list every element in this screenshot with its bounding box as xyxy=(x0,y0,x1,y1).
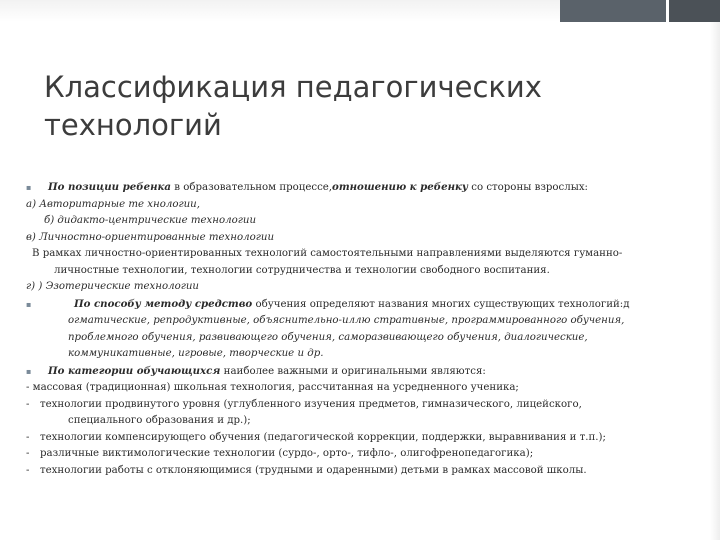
item-b: б) дидакто-центрические технологии xyxy=(44,215,257,226)
square-bullet-icon: ▪ xyxy=(26,299,32,309)
bullet-by-learner-category: ▪ По категории обучающихся наиболее важными и оригинальными являются: xyxy=(26,363,698,381)
dash-item-victimology: - различные виктимологические технологии (сурдо-, орто-, тифло-, олигофренопедагогика); xyxy=(26,448,534,459)
bullet-by-child-position: ▪ По позиции ребенка в образовательном процессе,отношению к ребенку со стороны взрослых: xyxy=(26,179,698,197)
dash-item-advanced: - технологии продвинутого уровня (углубленного изучения предметов, гимназического, лицейского, xyxy=(26,398,582,410)
item-g: г) ) Эзотерические технологии xyxy=(26,281,199,292)
item-v: в) Личностно-ориентированные технологии xyxy=(26,231,275,243)
dash-item-mass: - массовая (традиционная) школьная технология, рассчитанная на усредненного ученика; xyxy=(26,382,519,393)
square-bullet-icon: ▪ xyxy=(26,366,32,376)
accent-segment-right xyxy=(669,0,720,22)
item-v-description-1: В рамках личностно-ориентированных технологий самостоятельными направлениями выделяются гуманно- xyxy=(32,248,623,259)
bullet-by-method: ▪ По способу методу средство обучения определяют названия многих существующих технологий:д xyxy=(26,296,698,314)
dash-item-advanced-2: специального образования и др.); xyxy=(68,415,251,426)
method-list-3: проблемного обучения, развивающего обучения, саморазвивающего обучения, диалогические, xyxy=(68,331,588,343)
header-accent-bar xyxy=(560,0,720,22)
accent-segment-left xyxy=(560,0,666,22)
square-bullet-icon: ▪ xyxy=(26,183,32,192)
slide-body xyxy=(26,179,698,479)
slide-title: Классификация педагогических технологий xyxy=(44,70,542,142)
dash-item-deviant: - технологии работы с отклоняющимися (трудными и одаренными) детьми в рамках массовой школы. xyxy=(26,464,587,476)
method-list-4: коммуникативные, игровые, творческие и др. xyxy=(68,348,324,359)
side-strip xyxy=(710,22,720,540)
method-list-2: огматические, репродуктивные, объяснительно-иллю стративные, программированного обучения, xyxy=(68,315,625,326)
dash-item-compensating: - технологии компенсирующего обучения (педагогической коррекции, поддержки, выравнивания и т.п.); xyxy=(26,431,606,443)
item-a: а) Авторитарные те хнологии, xyxy=(26,198,200,210)
item-v-description-2: личностные технологии, технологии сотрудничества и технологии свободного воспитания. xyxy=(54,264,550,276)
